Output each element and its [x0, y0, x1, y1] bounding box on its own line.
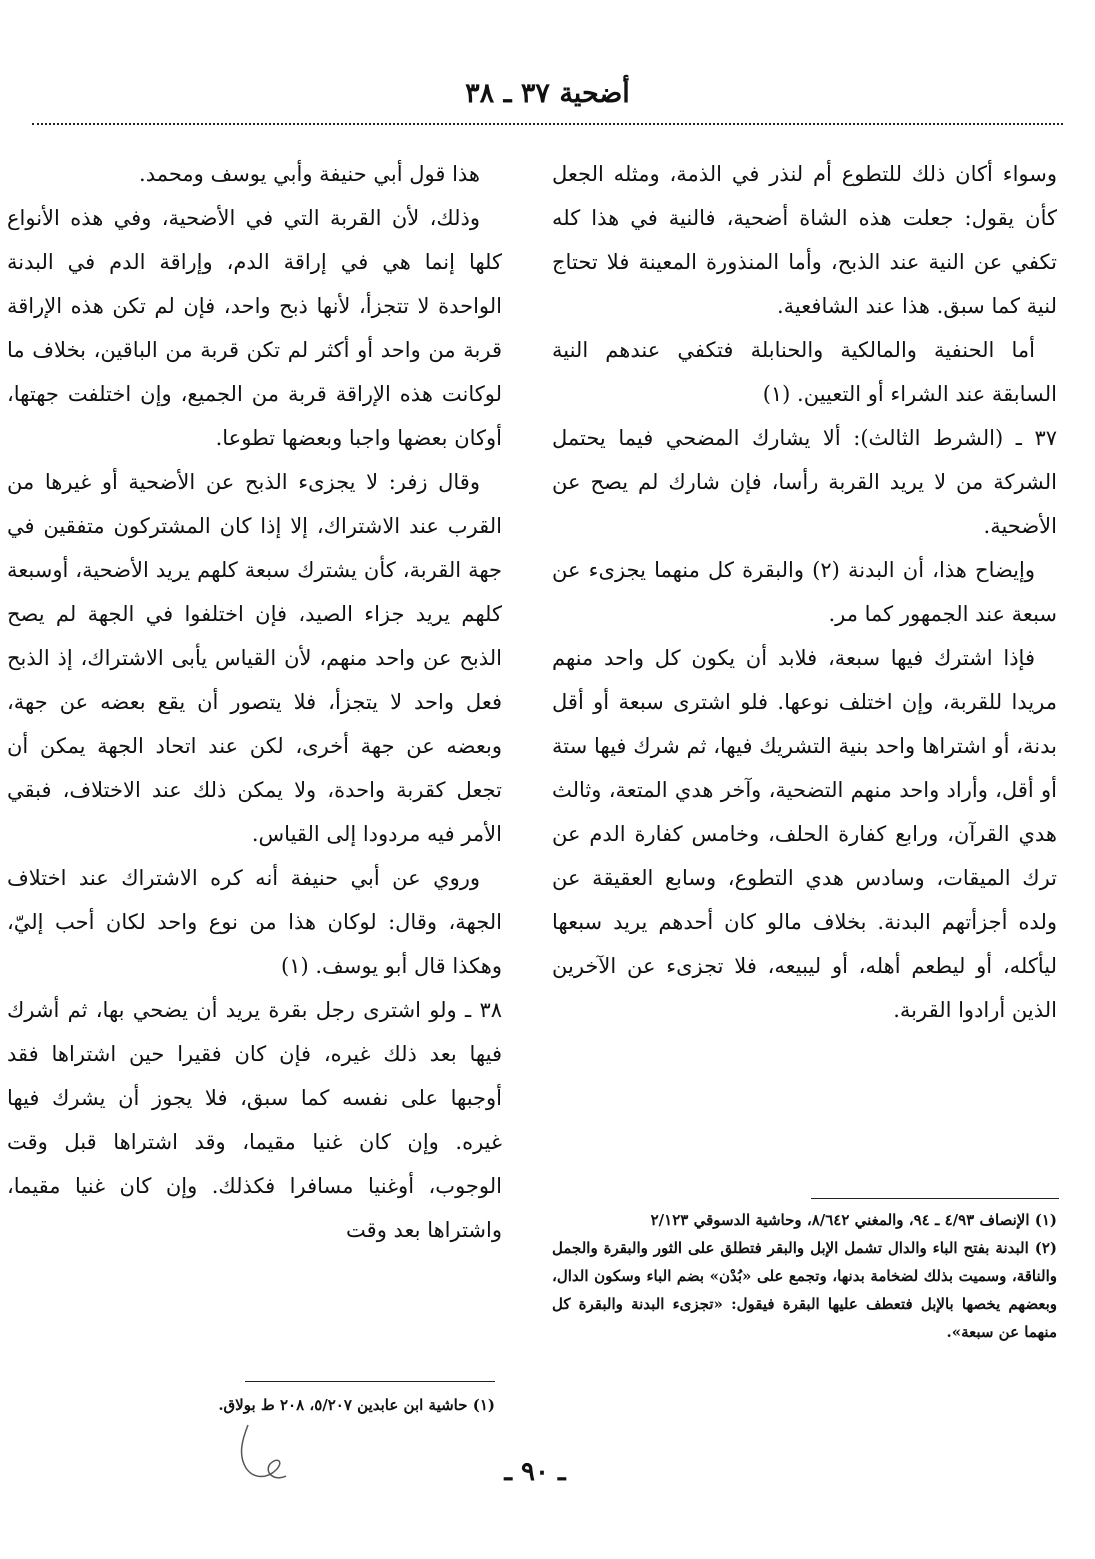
section-38-paragraph: ٣٨ ـ ولو اشترى رجل بقرة يريد أن يضحي بها، ثم أشرك فيها بعد ذلك غيره، فإن كان فقيرا حين اشتراها فقد أوجبها على نفسه كما سبق، فلا يجوز أن يشرك فيها غيره. وإن كان غنيا مقيما، وقد اشتراها قبل وقت الوجوب، أوغنيا مسافرا فكذلك. وإن كان غنيا مقيما، واشتراها بعد وقت [7, 998, 502, 1242]
footnotes-right [552, 1206, 1057, 1346]
footnote-divider [245, 1381, 495, 1382]
footnote: (١) الإنصاف ٤/٩٣ ـ ٩٤، والمغني ٨/٦٤٢، وحاشية الدسوقي ٢/١٢٣ [650, 1211, 1057, 1229]
paragraph: وإيضاح هذا، أن البدنة (٢) والبقرة كل منهما يجزىء عن سبعة عند الجمهور كما مر. [552, 558, 1057, 626]
paragraph: وذلك، لأن القربة التي في الأضحية، وفي هذه الأنواع كلها إنما هي في إراقة الدم، وإراقة الدم في البدنة الواحدة لا تتجزأ، لأنها ذبح واحد، فإن لم تكن هذه الإراقة قربة من واحد أو أكثر لم تكن قربة من الباقين، بخلاف ما لوكانت هذه الإراقة قربة من الجميع، وإن اختلفت جهتها، أوكان بعضها واجبا وبعضها تطوعا. [7, 206, 502, 450]
header-divider [32, 123, 1063, 125]
paragraph: أما الحنفية والمالكية والحنابلة فتكفي عندهم النية السابقة عند الشراء أو التعيين. (١) [552, 338, 1057, 406]
paragraph: وروي عن أبي حنيفة أنه كره الاشتراك عند اختلاف الجهة، وقال: لوكان هذا من نوع واحد لكان أحب إليّ، وهكذا قال أبو يوسف. (١) [7, 866, 502, 978]
paragraph: هذا قول أبي حنيفة وأبي يوسف ومحمد. [139, 162, 480, 186]
footnote: (١) حاشية ابن عابدين ٥/٢٠٧، ٢٠٨ ط بولاق. [218, 1396, 495, 1414]
section-37-paragraph: ٣٧ ـ (الشرط الثالث): ألا يشارك المضحي فيما يحتمل الشركة من لا يريد القربة رأسا، فإن شارك لم يصح عن الأضحية. [552, 426, 1057, 538]
footnote-divider [811, 1198, 1059, 1199]
paragraph: وقال زفر: لا يجزىء الذبح عن الأضحية أو غيرها من القرب عند الاشتراك، إلا إذا كان المشتركون متفقين في جهة القربة، كأن يشترك سبعة كلهم يريد الأضحية، أوسبعة كلهم يريد جزاء الصيد، فإن اختلفوا في الجهة لم يصح الذبح عن واحد منهم، لأن القياس يأبى الاشتراك، إذ الذبح فعل واحد لا يتجزأ، فلا يتصور أن يقع بعضه عن جهة، وبعضه عن جهة أخرى، لكن عند اتحاد الجهة يمكن أن تجعل كقربة واحدة، ولا يمكن ذلك عند الاختلاف، فبقي الأمر فيه مردودا إلى القياس. [7, 470, 502, 846]
left-column [7, 152, 502, 1252]
right-column [552, 152, 1057, 1032]
handwritten-mark [228, 1420, 308, 1490]
paragraph: فإذا اشترك فيها سبعة، فلابد أن يكون كل واحد منهم مريدا للقربة، وإن اختلف نوعها. فلو اشترى سبعة أو أقل بدنة، أو اشتراها واحد بنية التشريك فيها، ثم شرك فيها ستة أو أقل، وأراد واحد منهم التضحية، وآخر هدي المتعة، وثالث هدي القرآن، ورابع كفارة الحلف، وخامس كفارة الدم عن ترك الميقات، وسادس هدي التطوع، وسابع العقيقة عن ولده أجزأتهم البدنة. بخلاف مالو كان أحدهم يريد سبعها ليأكله، أو ليطعم أهله، أو ليبيعه، فلا تجزىء عن الآخرين الذين أرادوا القربة. [552, 646, 1057, 1022]
paragraph: وسواء أكان ذلك للتطوع أم لنذر في الذمة، ومثله الجعل كأن يقول: جعلت هذه الشاة أضحية، فالنية في هذا كله تكفي عن النية عند الذبح، وأما المنذورة المعينة فلا تحتاج لنية كما سبق. هذا عند الشافعية. [552, 162, 1057, 318]
running-header: أضحية ٣٧ ـ ٣٨ [465, 78, 630, 109]
footnotes-left [5, 1391, 495, 1419]
footnote: (٢) البدنة بفتح الباء والدال تشمل الإبل والبقر فتطلق على الثور والبقرة والجمل والناقة، وسميت بذلك لضخامة بدنها، وتجمع على «بُدْن» بضم الباء وسكون الدال، وبعضهم يخصها بالإبل فتعطف عليها البقرة فيقول: «تجزىء البدنة والبقرة كل منهما عن سبعة». [552, 1239, 1057, 1341]
page-number: ـ ٩٠ ـ [504, 1457, 566, 1487]
